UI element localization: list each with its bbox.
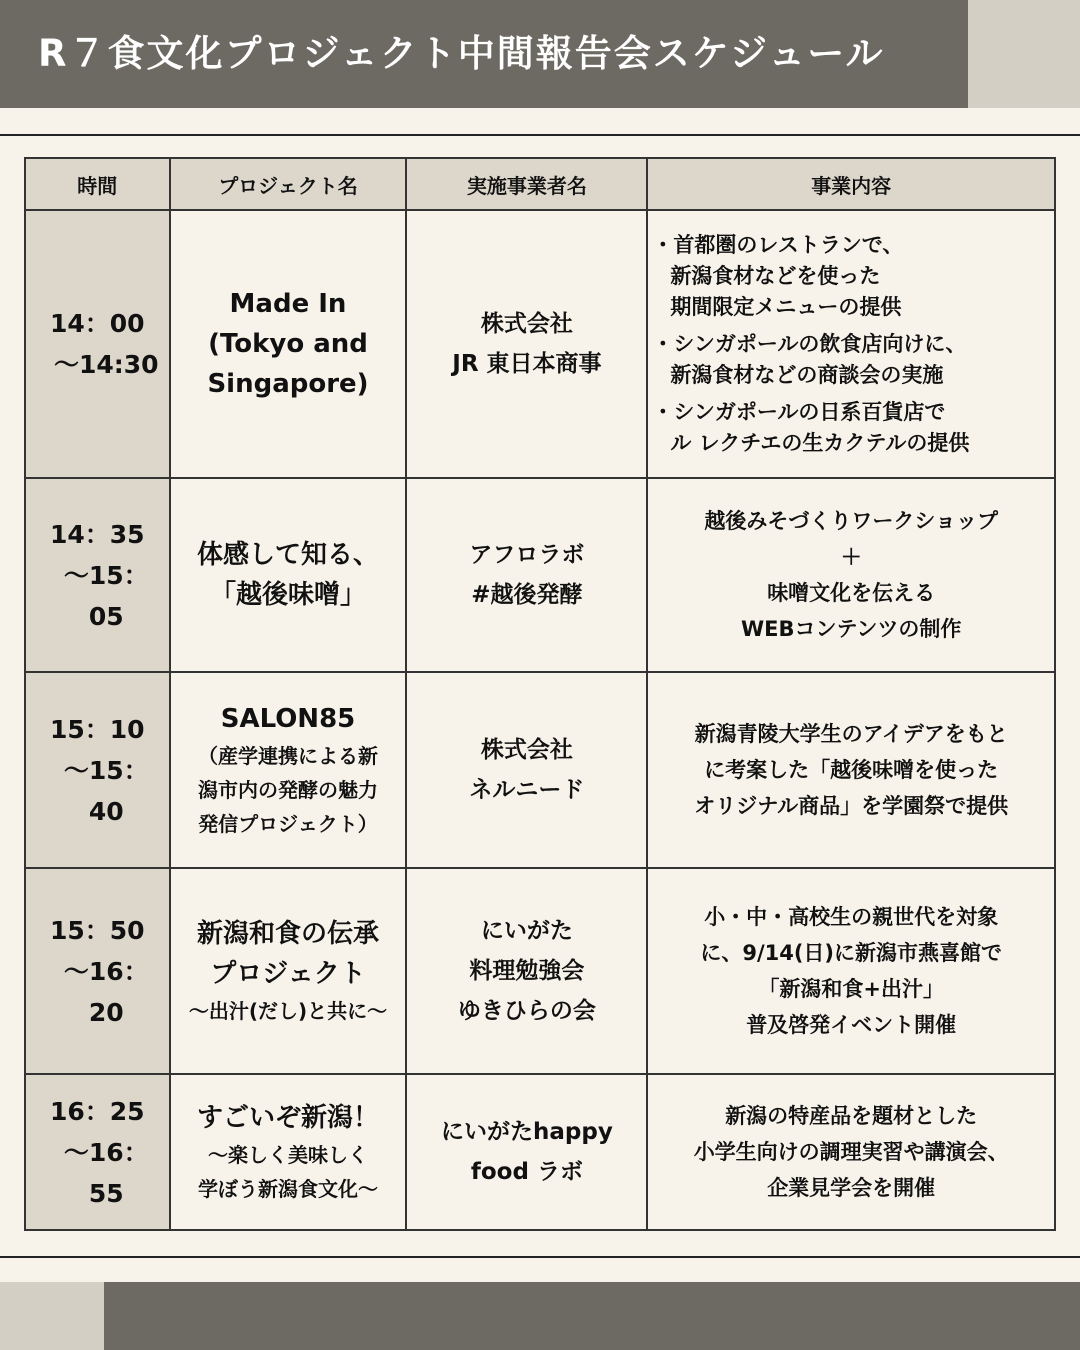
content-text: に、9/14(日)に新潟市燕喜館で [700,941,1003,965]
time-start: 16：25 [49,1096,145,1126]
company-cell [406,672,647,868]
time-end: ～14:30 [53,350,159,379]
bottom-divider [0,1256,1080,1258]
company-name: food ラボ [470,1159,583,1185]
company-cell [406,478,647,672]
company-name: ネルニード [469,777,585,803]
header-content: 事業内容 [647,158,1055,210]
project-name: SALON85 [220,704,356,734]
content-text: 「新潟和食+出汁」 [758,977,944,1001]
header-time: 時間 [25,158,170,210]
project-subtitle: ～出汁(だし)と共に～ [188,999,388,1023]
time-cell [25,672,170,868]
company-name: #越後発酵 [471,582,583,608]
project-name: 新潟和食の伝承 [196,919,379,949]
company-name: アフロラボ [469,542,585,568]
content-text: 新潟の特産品を題材とした [725,1104,978,1128]
page-title: R７食文化プロジェクト中間報告会スケジュール [38,32,885,75]
time-cell [25,478,170,672]
content-text: 小学生向けの調理実習や講演会、 [693,1140,1009,1164]
company-name: 株式会社 [480,737,573,763]
project-subtitle: 学ぼう新潟食文化～ [198,1177,378,1201]
project-name: 「越後味噌」 [209,580,366,610]
time-end: ～16：20 [63,956,149,1027]
company-cell [406,1074,647,1230]
content-cell [647,210,1055,478]
content-cell [647,478,1055,672]
header-company: 実施事業者名 [406,158,647,210]
table-row [25,868,1055,1074]
time-end: ～16：55 [63,1137,149,1208]
content-cell [647,672,1055,868]
time-cell [25,210,170,478]
project-name: すごいぞ新潟！ [196,1103,379,1133]
project-name: プロジェクト [210,959,366,989]
company-name: 料理勉強会 [469,958,585,984]
content-text: 越後みそづくりワークショップ [704,509,998,533]
project-cell [170,210,407,478]
content-text: 普及啓発イベント開催 [746,1013,957,1037]
time-end: ～15：40 [63,755,149,826]
footer-bar [104,1282,1080,1350]
company-name: ゆきひらの会 [457,998,596,1024]
time-cell [25,868,170,1074]
company-name: 株式会社 [480,311,573,337]
company-name: JR 東日本商事 [452,351,602,377]
content-text: WEBコンテンツの制作 [740,617,962,641]
time-end: ～15：05 [63,560,149,631]
project-cell [170,1074,407,1230]
content-bullet: ・シンガポールの日系百貨店で ル レクチエの生カクテルの提供 [652,399,970,455]
table-row [25,672,1055,868]
table-row [25,478,1055,672]
content-text: 企業見学会を開催 [767,1176,936,1200]
content-text: ＋ [840,545,862,569]
project-name: Singapore) [207,369,369,399]
project-name: 体感して知る、 [196,540,379,570]
company-cell [406,868,647,1074]
project-cell [170,672,407,868]
time-start: 15：10 [49,714,145,744]
header-project: プロジェクト名 [170,158,407,210]
content-cell [647,868,1055,1074]
footer-accent-block [0,1282,104,1350]
project-name: (Tokyo and [208,329,368,359]
project-subtitle: 発信プロジェクト） [198,812,378,836]
title-accent-block [968,0,1080,108]
table-row [25,210,1055,478]
table-row [25,1074,1055,1230]
project-subtitle: （産学連携による新 [198,744,378,768]
time-cell [25,1074,170,1230]
content-bullet: ・首都圏のレストランで、 新潟食材などを使った 期間限定メニューの提供 [652,232,904,319]
content-bullet: ・シンガポールの飲食店向けに、 新潟食材などの商談会の実施 [652,331,967,387]
time-start: 14：35 [49,519,145,549]
content-text: に考案した「越後味噌を使った [704,758,999,782]
project-subtitle: ～楽しく美味しく [208,1143,368,1167]
content-text: 新潟青陵大学生のアイデアをもと [694,722,1008,746]
company-name: にいがた [480,918,573,944]
content-text: 小・中・高校生の親世代を対象 [704,905,999,929]
top-divider [0,134,1080,136]
project-cell [170,478,407,672]
time-start: 14：00 [49,309,145,338]
project-name: Made In [229,289,347,319]
header-row [25,158,1055,210]
content-text: 味噌文化を伝える [767,581,936,605]
project-cell [170,868,407,1074]
company-name: にいがたhappy [441,1119,613,1145]
content-text: オリジナル商品」を学園祭で提供 [694,794,1009,818]
schedule-table [24,157,1056,1231]
time-start: 15：50 [49,915,145,945]
content-cell [647,1074,1055,1230]
project-subtitle: 潟市内の発酵の魅力 [198,778,378,802]
company-cell [406,210,647,478]
